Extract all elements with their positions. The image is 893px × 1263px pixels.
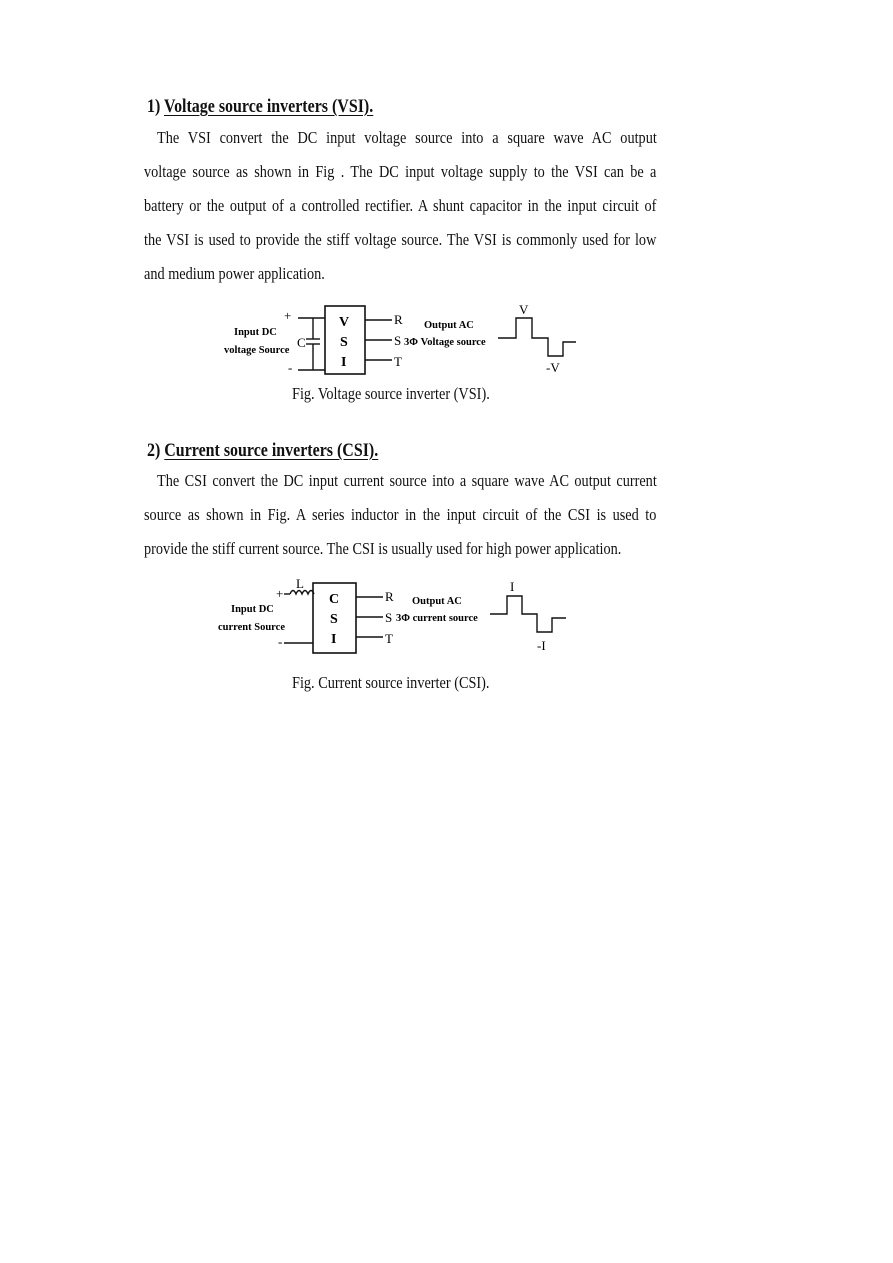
vsi-paragraph-line: battery or the output of a controlled rectifier. A shunt capacitor in the input circuit of: [144, 196, 657, 215]
csi-phase-label: R: [385, 589, 394, 604]
vsi-block-letter: I: [341, 355, 347, 370]
csi-wave-top-label: I: [510, 579, 515, 594]
vsi-paragraph-line: the VSI is used to provide the stiff voltage source. The VSI is commonly used for low: [144, 230, 657, 249]
csi-output-label: Output AC: [412, 596, 462, 607]
csi-figure-caption: Fig. Current source inverter (CSI).: [292, 673, 490, 692]
vsi-heading-title: Voltage source inverters (VSI).: [164, 96, 374, 117]
csi-block-letter: C: [329, 592, 340, 607]
csi-heading-number: 2): [147, 440, 161, 461]
vsi-wave-bottom-label: -V: [546, 360, 560, 375]
vsi-paragraph-line: voltage source as shown in Fig . The DC input voltage supply to the VSI can be a: [144, 162, 657, 181]
vsi-phase-label: S: [394, 333, 402, 348]
csi-heading-title: Current source inverters (CSI).: [164, 440, 379, 461]
vsi-output-label: Output AC: [424, 320, 474, 331]
vsi-capacitor-label: C: [297, 335, 306, 350]
vsi-phase-label: R: [394, 312, 403, 327]
csi-input-label: Input DC: [231, 604, 274, 615]
csi-phase-label: S: [385, 610, 393, 625]
csi-minus-sign: -: [278, 634, 283, 649]
csi-paragraph-line: source as shown in Fig. A series inductor in the input circuit of the CSI is used to: [144, 505, 657, 524]
vsi-heading-number: 1): [147, 96, 161, 117]
csi-inductor-label: L: [296, 576, 304, 591]
csi-block-letter: S: [330, 612, 338, 627]
vsi-block-letter: V: [339, 315, 350, 330]
vsi-block-letter: S: [340, 335, 348, 350]
vsi-wave-top-label: V: [519, 302, 529, 317]
csi-phase-label: T: [385, 631, 393, 646]
vsi-plus-sign: +: [284, 308, 292, 323]
vsi-paragraph-line: The VSI convert the DC input voltage source into a square wave AC output: [157, 128, 657, 147]
vsi-minus-sign: -: [288, 360, 293, 375]
csi-heading: [147, 440, 378, 462]
vsi-heading: [147, 96, 373, 118]
csi-output-label: 3Φ current source: [396, 613, 478, 624]
csi-input-label: current Source: [218, 622, 285, 633]
vsi-input-label: voltage Source: [224, 345, 290, 356]
vsi-phase-label: T: [394, 354, 402, 369]
csi-plus-sign: +: [276, 586, 284, 601]
csi-paragraph-line: provide the stiff current source. The CSI is usually used for high power application.: [144, 539, 622, 558]
vsi-paragraph-line: and medium power application.: [144, 264, 325, 283]
csi-block-letter: I: [331, 632, 337, 647]
vsi-output-label: 3Φ Voltage source: [404, 337, 486, 348]
csi-paragraph-line: The CSI convert the DC input current source into a square wave AC output current: [157, 471, 657, 490]
vsi-input-label: Input DC: [234, 327, 277, 338]
vsi-figure-caption: Fig. Voltage source inverter (VSI).: [292, 384, 490, 403]
csi-wave-bottom-label: -I: [537, 638, 546, 653]
